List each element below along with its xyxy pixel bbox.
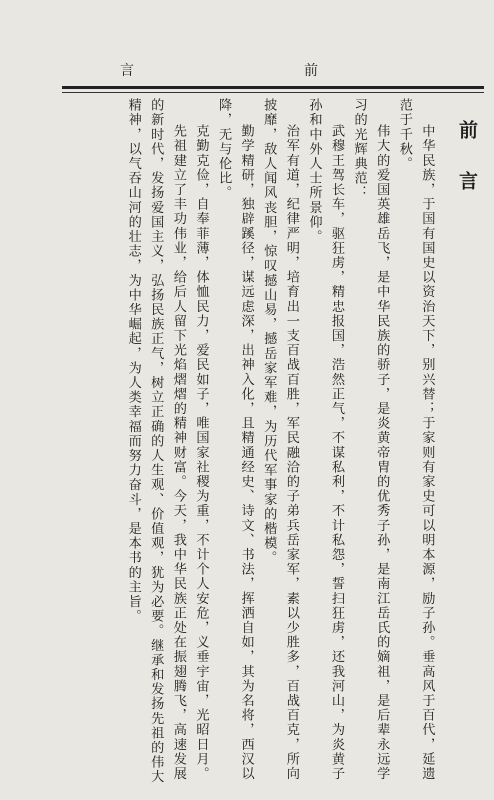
paragraph-3: 武穆王驾长车，驱狂虏，精忠报国，浩然正气，不谋私利，不计私怨，誓扫狂虏，还我河山，为炎黄子孙和中外人士所景仰。 [306, 98, 345, 782]
running-header [120, 60, 320, 82]
paragraph-4: 治军有道，纪律严明，培育出一支百战百胜，军民融洽的子弟兵岳家军，素以少胜多，百战百克，所向披靡，敌人闻风丧胆，惊叹撼山易，撼岳家军难，为历代军事家的楷模。 [261, 98, 299, 782]
header-left-char: 言 [120, 63, 136, 79]
paragraph-6: 克勤克俭，自奉菲薄，体恤民力，爱民如子，唯国家社稷为重，不计个人安危，义垂宇宙，光昭日月。 [193, 124, 209, 782]
header-rule-thin [62, 92, 484, 93]
paragraph-7: 先祖建立了丰功伟业，给后人留下光焰熠熠的精神财富。今天，我中华民族正处在振翅腾飞，高速发展的新时代，发扬爱国主义，弘扬民族正气，树立正确的人生观、价值观，犹为必要。继承和发扬先祖的伟大精神，以气吞山河的壮志，为中华崛起，为人类幸福而努力奋斗，是本书的主旨。 [125, 98, 186, 785]
page-title: 前言 [456, 120, 478, 222]
header-rule-thick [62, 86, 484, 89]
vertical-body-text [78, 98, 478, 788]
paragraph-5: 勤学精研，独辟蹊径，谋远虑深，出神入化，且精通经史、诗文、书法，挥洒自如，其为名将，西汉以降，无与伦比。 [216, 98, 254, 782]
paragraph-2: 伟大的爱国英雄岳飞，是中华民族的骄子，是炎黄帝胄的优秀子孙，是南江岳氏的嫡祖，是后辈永远学习的光辉典范： [351, 98, 390, 782]
paragraph-1: 中华民族，于国有国史以资治天下，别兴替；于家则有家史可以明本源，励子孙。垂高风于百代，延遗范于千秋。 [396, 98, 435, 782]
header-right-char: 前 [304, 63, 320, 79]
